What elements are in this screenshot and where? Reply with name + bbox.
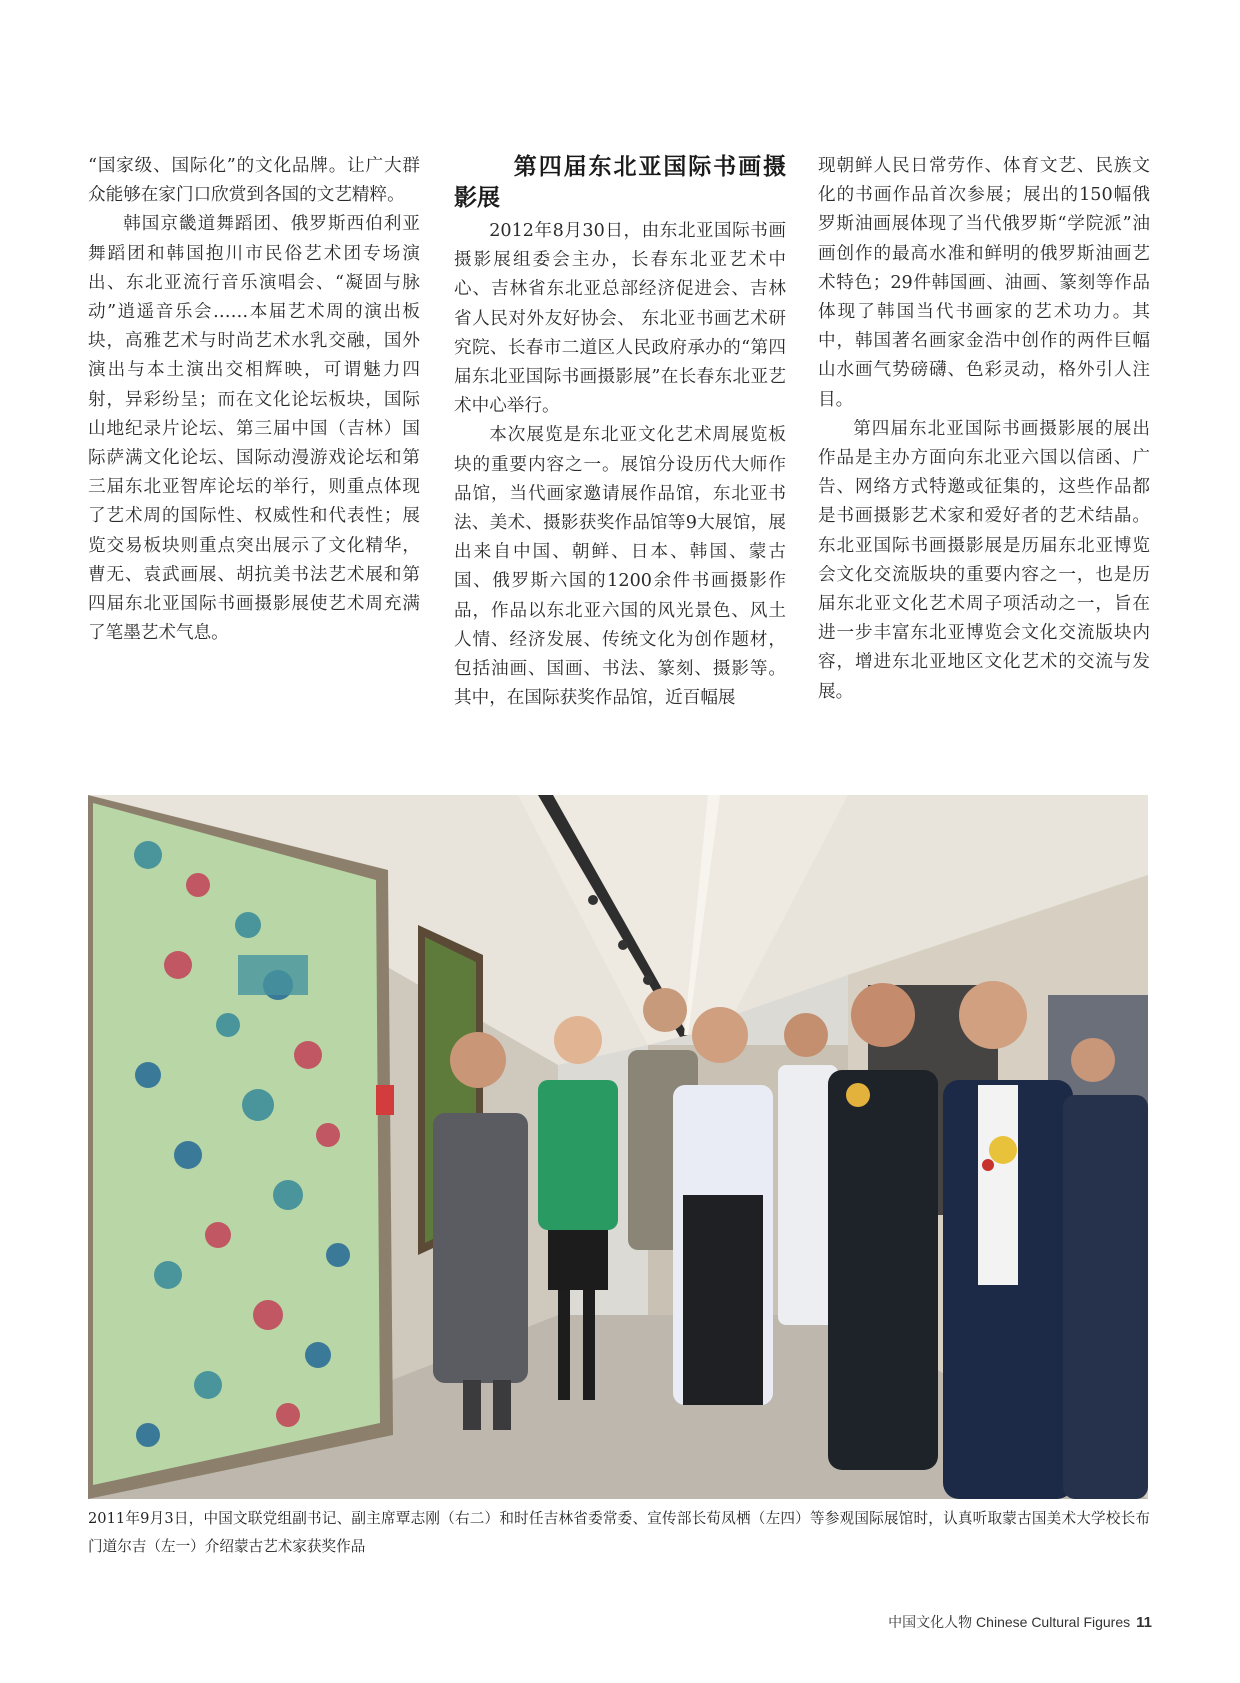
paragraph: 韩国京畿道舞蹈团、俄罗斯西伯利亚舞蹈团和韩国抱川市民俗艺术团专场演出、东北亚流行音乐演唱会、“凝固与脉动”逍遥音乐会……本届艺术周的演出板块，高雅艺术与时尚艺术水乳交融，国外演出与本土演出交相辉映，可谓魅力四射，异彩纷呈；而在文化论坛板块，国际山地纪录片论坛、第三届中国（吉林）国际萨满文化论坛、国际动漫游戏论坛和第三届东北亚智库论坛的举行，则重点体现了艺术周的国际性、权威性和代表性；展览交易板块则重点突出展示了文化精华，曹无、袁武画展、胡抗美书法艺术展和第四届东北亚国际书画摄影展使艺术周充满了笔墨艺术气息。	[88, 214, 420, 644]
text-column-2	[454, 152, 786, 713]
section-heading: 第四届东北亚国际书画摄影展	[454, 154, 786, 211]
paragraph: 本次展览是东北亚文化艺术周展览板块的重要内容之一。展馆分设历代大师作品馆，当代画家邀请展作品馆，东北亚书法、美术、摄影获奖作品馆等9大展馆，展出来自中国、朝鲜、日本、韩国、蒙古国、俄罗斯六国的1200余件书画摄影作品，作品以东北亚六国的风光景色、风土人情、经济发展、传统文化为创作题材，包括油画、国画、书法、篆刻、摄影等。其中，在国际获奖作品馆，近百幅展	[454, 425, 786, 709]
paragraph: 现朝鲜人民日常劳作、体育文艺、民族文化的书画作品首次参展；展出的150幅俄罗斯油画展体现了当代俄罗斯“学院派”油画创作的最高水准和鲜明的俄罗斯油画艺术特色；29件韩国画、油画、篆刻等作品体现了韩国当代书画家的艺术功力。其中，韩国著名画家金浩中创作的两件巨幅山水画气势磅礴、色彩灵动，格外引人注目。	[818, 156, 1150, 410]
text-column-3	[818, 152, 1150, 707]
paragraph: 第四届东北亚国际书画摄影展的展出作品是主办方面向东北亚六国以信函、广告、网络方式特邀或征集的，这些作品都是书画摄影艺术家和爱好者的艺术结晶。东北亚国际书画摄影展是历届东北亚博览会文化交流版块的重要内容之一，也是历届东北亚文化艺术周子项活动之一，旨在进一步丰富东北亚博览会文化交流版块内容，增进东北亚地区文化艺术的交流与发展。	[818, 418, 1150, 702]
exhibition-photo	[88, 795, 1148, 1499]
page-number: 11	[1136, 1614, 1152, 1631]
publication-name: 中国文化人物 Chinese Cultural Figures	[888, 1614, 1131, 1630]
photo-caption: 2011年9月3日，中国文联党组副书记、副主席覃志刚（右二）和时任吉林省委常委、宣传部长荀凤栖（左四）等参观国际展馆时，认真听取蒙古国美术大学校长布门道尔吉（左一）介绍蒙古艺术家获奖作品	[88, 1510, 1150, 1555]
text-column-1	[88, 152, 420, 648]
page-footer	[888, 1612, 1152, 1632]
paragraph: 2012年8月30日，由东北亚国际书画摄影展组委会主办，长春东北亚艺术中心、吉林省东北亚总部经济促进会、吉林省人民对外友好协会、 东北亚书画艺术研究院、长春市二道区人民政府承办的“第四届东北亚国际书画摄影展”在长春东北亚艺术中心举行。	[454, 221, 786, 417]
paragraph: “国家级、国际化”的文化品牌。让广大群众能够在家门口欣赏到各国的文艺精粹。	[88, 156, 420, 206]
